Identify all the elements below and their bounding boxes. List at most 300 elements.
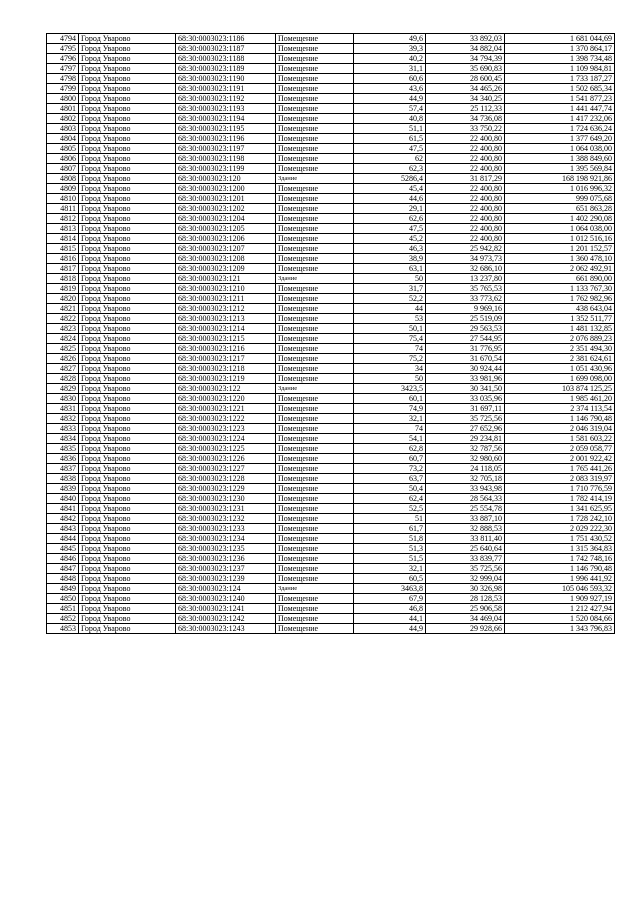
table-row bbox=[47, 44, 615, 54]
city-cell: Город Уварово bbox=[79, 284, 176, 294]
specific-value-cell: 33 811,40 bbox=[426, 534, 505, 544]
area-cell: 61,5 bbox=[354, 134, 426, 144]
row-number-cell: 4853 bbox=[47, 624, 79, 634]
city-cell: Город Уварово bbox=[79, 124, 176, 134]
table-row bbox=[47, 394, 615, 404]
area-cell: 47,5 bbox=[354, 224, 426, 234]
cadastral-value-cell: 2 076 889,23 bbox=[505, 334, 615, 344]
cadastral-value-cell: 1 315 364,83 bbox=[505, 544, 615, 554]
object-type-cell: Помещение bbox=[276, 604, 354, 614]
cadastral-value-cell: 1 765 441,26 bbox=[505, 464, 615, 474]
table-row bbox=[47, 404, 615, 414]
cadastral-value-cell: 1 146 790,48 bbox=[505, 564, 615, 574]
city-cell: Город Уварово bbox=[79, 304, 176, 314]
city-cell: Город Уварово bbox=[79, 504, 176, 514]
specific-value-cell: 31 817,29 bbox=[426, 174, 505, 184]
cadastral-value-cell: 999 075,68 bbox=[505, 194, 615, 204]
object-type-cell: Помещение bbox=[276, 94, 354, 104]
cadastral-value-cell: 1 343 796,83 bbox=[505, 624, 615, 634]
specific-value-cell: 33 981,96 bbox=[426, 374, 505, 384]
area-cell: 74 bbox=[354, 424, 426, 434]
table-row bbox=[47, 484, 615, 494]
area-cell: 54,1 bbox=[354, 434, 426, 444]
row-number-cell: 4824 bbox=[47, 334, 79, 344]
cadastral-number-cell: 68:30:0003023:1225 bbox=[176, 444, 276, 454]
object-type-cell: Помещение bbox=[276, 104, 354, 114]
cadastral-number-cell: 68:30:0003023:1210 bbox=[176, 284, 276, 294]
object-type-cell: Помещение bbox=[276, 404, 354, 414]
cadastral-value-cell: 438 643,04 bbox=[505, 304, 615, 314]
specific-value-cell: 28 600,45 bbox=[426, 74, 505, 84]
object-type-cell: Помещение bbox=[276, 484, 354, 494]
object-type-cell: Помещение bbox=[276, 504, 354, 514]
cadastral-value-cell: 1 762 982,96 bbox=[505, 294, 615, 304]
object-type-cell: Здание bbox=[276, 174, 354, 184]
city-cell: Город Уварово bbox=[79, 54, 176, 64]
specific-value-cell: 25 519,09 bbox=[426, 314, 505, 324]
area-cell: 74,9 bbox=[354, 404, 426, 414]
cadastral-value-cell: 661 890,00 bbox=[505, 274, 615, 284]
area-cell: 45,2 bbox=[354, 234, 426, 244]
specific-value-cell: 34 469,04 bbox=[426, 614, 505, 624]
table-row bbox=[47, 184, 615, 194]
row-number-cell: 4837 bbox=[47, 464, 79, 474]
row-number-cell: 4819 bbox=[47, 284, 79, 294]
city-cell: Город Уварово bbox=[79, 624, 176, 634]
cadastral-number-cell: 68:30:0003023:1204 bbox=[176, 214, 276, 224]
area-cell: 75,2 bbox=[354, 354, 426, 364]
cadastral-value-cell: 1 699 098,00 bbox=[505, 374, 615, 384]
city-cell: Город Уварово bbox=[79, 544, 176, 554]
specific-value-cell: 25 942,82 bbox=[426, 244, 505, 254]
area-cell: 44 bbox=[354, 304, 426, 314]
city-cell: Город Уварово bbox=[79, 454, 176, 464]
cadastral-value-cell: 1 581 603,22 bbox=[505, 434, 615, 444]
specific-value-cell: 22 400,80 bbox=[426, 164, 505, 174]
specific-value-cell: 34 736,08 bbox=[426, 114, 505, 124]
cadastral-number-cell: 68:30:0003023:1187 bbox=[176, 44, 276, 54]
table-row bbox=[47, 444, 615, 454]
object-type-cell: Помещение bbox=[276, 124, 354, 134]
cadastral-number-cell: 68:30:0003023:1198 bbox=[176, 154, 276, 164]
cadastral-number-cell: 68:30:0003023:124 bbox=[176, 584, 276, 594]
cadastral-value-cell: 1 417 232,06 bbox=[505, 114, 615, 124]
row-number-cell: 4844 bbox=[47, 534, 79, 544]
row-number-cell: 4806 bbox=[47, 154, 79, 164]
object-type-cell: Помещение bbox=[276, 224, 354, 234]
cadastral-number-cell: 68:30:0003023:1242 bbox=[176, 614, 276, 624]
area-cell: 46,3 bbox=[354, 244, 426, 254]
object-type-cell: Помещение bbox=[276, 164, 354, 174]
object-type-cell: Помещение bbox=[276, 44, 354, 54]
cadastral-number-cell: 68:30:0003023:1243 bbox=[176, 624, 276, 634]
cadastral-number-cell: 68:30:0003023:1229 bbox=[176, 484, 276, 494]
object-type-cell: Помещение bbox=[276, 284, 354, 294]
table-row bbox=[47, 214, 615, 224]
row-number-cell: 4835 bbox=[47, 444, 79, 454]
city-cell: Город Уварово bbox=[79, 144, 176, 154]
cadastral-value-cell: 1 395 569,84 bbox=[505, 164, 615, 174]
row-number-cell: 4796 bbox=[47, 54, 79, 64]
specific-value-cell: 31 697,11 bbox=[426, 404, 505, 414]
area-cell: 60,6 bbox=[354, 74, 426, 84]
specific-value-cell: 34 340,25 bbox=[426, 94, 505, 104]
object-type-cell: Помещение bbox=[276, 154, 354, 164]
table-row bbox=[47, 414, 615, 424]
row-number-cell: 4828 bbox=[47, 374, 79, 384]
table-row bbox=[47, 254, 615, 264]
row-number-cell: 4798 bbox=[47, 74, 79, 84]
table-row bbox=[47, 564, 615, 574]
cadastral-value-cell: 2 059 058,77 bbox=[505, 444, 615, 454]
object-type-cell: Помещение bbox=[276, 364, 354, 374]
object-type-cell: Помещение bbox=[276, 114, 354, 124]
cadastral-number-cell: 68:30:0003023:1208 bbox=[176, 254, 276, 264]
row-number-cell: 4802 bbox=[47, 114, 79, 124]
table-row bbox=[47, 84, 615, 94]
city-cell: Город Уварово bbox=[79, 494, 176, 504]
city-cell: Город Уварово bbox=[79, 614, 176, 624]
cadastral-value-cell: 1 012 516,16 bbox=[505, 234, 615, 244]
table-row bbox=[47, 54, 615, 64]
table-row bbox=[47, 134, 615, 144]
city-cell: Город Уварово bbox=[79, 314, 176, 324]
cadastral-number-cell: 68:30:0003023:1239 bbox=[176, 574, 276, 584]
cadastral-value-cell: 1 133 767,30 bbox=[505, 284, 615, 294]
object-type-cell: Помещение bbox=[276, 624, 354, 634]
object-type-cell: Помещение bbox=[276, 574, 354, 584]
area-cell: 51 bbox=[354, 514, 426, 524]
area-cell: 50,1 bbox=[354, 324, 426, 334]
city-cell: Город Уварово bbox=[79, 464, 176, 474]
specific-value-cell: 22 400,80 bbox=[426, 234, 505, 244]
row-number-cell: 4817 bbox=[47, 264, 79, 274]
area-cell: 47,5 bbox=[354, 144, 426, 154]
cadastral-value-cell: 1 064 038,00 bbox=[505, 224, 615, 234]
cadastral-number-cell: 68:30:0003023:1227 bbox=[176, 464, 276, 474]
area-cell: 31,1 bbox=[354, 64, 426, 74]
area-cell: 73,2 bbox=[354, 464, 426, 474]
row-number-cell: 4841 bbox=[47, 504, 79, 514]
specific-value-cell: 22 400,80 bbox=[426, 194, 505, 204]
cadastral-number-cell: 68:30:0003023:1236 bbox=[176, 554, 276, 564]
row-number-cell: 4848 bbox=[47, 574, 79, 584]
city-cell: Город Уварово bbox=[79, 424, 176, 434]
object-type-cell: Помещение bbox=[276, 144, 354, 154]
city-cell: Город Уварово bbox=[79, 534, 176, 544]
table-row bbox=[47, 554, 615, 564]
row-number-cell: 4829 bbox=[47, 384, 79, 394]
row-number-cell: 4825 bbox=[47, 344, 79, 354]
cadastral-value-cell: 105 046 593,32 bbox=[505, 584, 615, 594]
cadastral-number-cell: 68:30:0003023:1219 bbox=[176, 374, 276, 384]
object-type-cell: Помещение bbox=[276, 524, 354, 534]
table-row bbox=[47, 114, 615, 124]
area-cell: 38,9 bbox=[354, 254, 426, 264]
city-cell: Город Уварово bbox=[79, 134, 176, 144]
cadastral-number-cell: 68:30:0003023:1199 bbox=[176, 164, 276, 174]
table-row bbox=[47, 174, 615, 184]
cadastral-number-cell: 68:30:0003023:1202 bbox=[176, 204, 276, 214]
cadastral-number-cell: 68:30:0003023:1189 bbox=[176, 64, 276, 74]
area-cell: 32,1 bbox=[354, 414, 426, 424]
city-cell: Город Уварово bbox=[79, 434, 176, 444]
specific-value-cell: 33 892,03 bbox=[426, 34, 505, 44]
object-type-cell: Помещение bbox=[276, 254, 354, 264]
city-cell: Город Уварово bbox=[79, 324, 176, 334]
row-number-cell: 4846 bbox=[47, 554, 79, 564]
city-cell: Город Уварово bbox=[79, 414, 176, 424]
specific-value-cell: 34 882,04 bbox=[426, 44, 505, 54]
row-number-cell: 4816 bbox=[47, 254, 79, 264]
row-number-cell: 4797 bbox=[47, 64, 79, 74]
city-cell: Город Уварово bbox=[79, 34, 176, 44]
cadastral-value-cell: 1 398 734,48 bbox=[505, 54, 615, 64]
city-cell: Город Уварово bbox=[79, 584, 176, 594]
table-row bbox=[47, 354, 615, 364]
row-number-cell: 4810 bbox=[47, 194, 79, 204]
table-row bbox=[47, 194, 615, 204]
object-type-cell: Помещение bbox=[276, 494, 354, 504]
table-row bbox=[47, 244, 615, 254]
table-body bbox=[47, 34, 615, 634]
cadastral-number-cell: 68:30:0003023:1214 bbox=[176, 324, 276, 334]
object-type-cell: Помещение bbox=[276, 304, 354, 314]
row-number-cell: 4794 bbox=[47, 34, 79, 44]
table-row bbox=[47, 364, 615, 374]
table-row bbox=[47, 104, 615, 114]
specific-value-cell: 28 128,53 bbox=[426, 594, 505, 604]
specific-value-cell: 32 888,53 bbox=[426, 524, 505, 534]
object-type-cell: Помещение bbox=[276, 194, 354, 204]
table-row bbox=[47, 374, 615, 384]
row-number-cell: 4836 bbox=[47, 454, 79, 464]
area-cell: 44,9 bbox=[354, 94, 426, 104]
table-row bbox=[47, 544, 615, 554]
area-cell: 52,2 bbox=[354, 294, 426, 304]
city-cell: Город Уварово bbox=[79, 384, 176, 394]
table-row bbox=[47, 434, 615, 444]
cadastral-number-cell: 68:30:0003023:1188 bbox=[176, 54, 276, 64]
row-number-cell: 4838 bbox=[47, 474, 79, 484]
cadastral-value-cell: 1 441 447,74 bbox=[505, 104, 615, 114]
city-cell: Город Уварово bbox=[79, 114, 176, 124]
object-type-cell: Помещение bbox=[276, 264, 354, 274]
cadastral-number-cell: 68:30:0003023:1223 bbox=[176, 424, 276, 434]
row-number-cell: 4843 bbox=[47, 524, 79, 534]
object-type-cell: Помещение bbox=[276, 354, 354, 364]
object-type-cell: Помещение bbox=[276, 334, 354, 344]
row-number-cell: 4845 bbox=[47, 544, 79, 554]
area-cell: 50 bbox=[354, 274, 426, 284]
row-number-cell: 4840 bbox=[47, 494, 79, 504]
cadastral-value-cell: 1 377 649,20 bbox=[505, 134, 615, 144]
table-row bbox=[47, 424, 615, 434]
object-type-cell: Помещение bbox=[276, 314, 354, 324]
table-row bbox=[47, 584, 615, 594]
area-cell: 60,5 bbox=[354, 574, 426, 584]
specific-value-cell: 35 690,83 bbox=[426, 64, 505, 74]
city-cell: Город Уварово bbox=[79, 364, 176, 374]
city-cell: Город Уварово bbox=[79, 234, 176, 244]
cadastral-number-cell: 68:30:0003023:121 bbox=[176, 274, 276, 284]
cadastral-number-cell: 68:30:0003023:1196 bbox=[176, 134, 276, 144]
specific-value-cell: 13 237,80 bbox=[426, 274, 505, 284]
city-cell: Город Уварово bbox=[79, 214, 176, 224]
area-cell: 63,1 bbox=[354, 264, 426, 274]
object-type-cell: Помещение bbox=[276, 564, 354, 574]
cadastral-value-cell: 1 146 790,48 bbox=[505, 414, 615, 424]
city-cell: Город Уварово bbox=[79, 554, 176, 564]
table-row bbox=[47, 224, 615, 234]
city-cell: Город Уварово bbox=[79, 174, 176, 184]
specific-value-cell: 29 563,53 bbox=[426, 324, 505, 334]
city-cell: Город Уварово bbox=[79, 224, 176, 234]
cadastral-number-cell: 68:30:0003023:1232 bbox=[176, 514, 276, 524]
object-type-cell: Помещение bbox=[276, 54, 354, 64]
table-row bbox=[47, 34, 615, 44]
row-number-cell: 4801 bbox=[47, 104, 79, 114]
city-cell: Город Уварово bbox=[79, 524, 176, 534]
city-cell: Город Уварово bbox=[79, 154, 176, 164]
specific-value-cell: 28 564,33 bbox=[426, 494, 505, 504]
table-row bbox=[47, 604, 615, 614]
cadastral-value-cell: 1 742 748,16 bbox=[505, 554, 615, 564]
table-row bbox=[47, 504, 615, 514]
cadastral-number-cell: 68:30:0003023:1230 bbox=[176, 494, 276, 504]
area-cell: 51,3 bbox=[354, 544, 426, 554]
city-cell: Город Уварово bbox=[79, 264, 176, 274]
city-cell: Город Уварово bbox=[79, 404, 176, 414]
cadastral-value-cell: 1 996 441,92 bbox=[505, 574, 615, 584]
area-cell: 50,4 bbox=[354, 484, 426, 494]
cadastral-value-cell: 2 381 624,61 bbox=[505, 354, 615, 364]
cadastral-value-cell: 1 985 461,20 bbox=[505, 394, 615, 404]
specific-value-cell: 31 776,95 bbox=[426, 344, 505, 354]
cadastral-number-cell: 68:30:0003023:1206 bbox=[176, 234, 276, 244]
cadastral-value-cell: 2 046 319,04 bbox=[505, 424, 615, 434]
cadastral-number-cell: 68:30:0003023:1213 bbox=[176, 314, 276, 324]
area-cell: 31,7 bbox=[354, 284, 426, 294]
city-cell: Город Уварово bbox=[79, 474, 176, 484]
area-cell: 67,9 bbox=[354, 594, 426, 604]
area-cell: 57,4 bbox=[354, 104, 426, 114]
area-cell: 63,7 bbox=[354, 474, 426, 484]
area-cell: 50 bbox=[354, 374, 426, 384]
specific-value-cell: 33 035,96 bbox=[426, 394, 505, 404]
cadastral-number-cell: 68:30:0003023:1226 bbox=[176, 454, 276, 464]
cadastral-value-cell: 1 051 430,96 bbox=[505, 364, 615, 374]
table-row bbox=[47, 594, 615, 604]
cadastral-value-cell: 1 733 187,27 bbox=[505, 74, 615, 84]
cadastral-value-cell: 103 874 125,25 bbox=[505, 384, 615, 394]
table-row bbox=[47, 494, 615, 504]
cadastral-value-cell: 1 388 849,60 bbox=[505, 154, 615, 164]
table-row bbox=[47, 334, 615, 344]
table-row bbox=[47, 314, 615, 324]
city-cell: Город Уварово bbox=[79, 44, 176, 54]
cadastral-number-cell: 68:30:0003023:1221 bbox=[176, 404, 276, 414]
city-cell: Город Уварово bbox=[79, 374, 176, 384]
cadastral-number-cell: 68:30:0003023:1241 bbox=[176, 604, 276, 614]
row-number-cell: 4812 bbox=[47, 214, 79, 224]
row-number-cell: 4851 bbox=[47, 604, 79, 614]
object-type-cell: Помещение bbox=[276, 554, 354, 564]
specific-value-cell: 34 465,26 bbox=[426, 84, 505, 94]
cadastral-number-cell: 68:30:0003023:1235 bbox=[176, 544, 276, 554]
row-number-cell: 4827 bbox=[47, 364, 79, 374]
area-cell: 45,4 bbox=[354, 184, 426, 194]
city-cell: Город Уварово bbox=[79, 394, 176, 404]
area-cell: 53 bbox=[354, 314, 426, 324]
city-cell: Город Уварово bbox=[79, 334, 176, 344]
cadastral-number-cell: 68:30:0003023:1207 bbox=[176, 244, 276, 254]
row-number-cell: 4826 bbox=[47, 354, 79, 364]
object-type-cell: Помещение bbox=[276, 394, 354, 404]
city-cell: Город Уварово bbox=[79, 564, 176, 574]
cadastral-number-cell: 68:30:0003023:1197 bbox=[176, 144, 276, 154]
city-cell: Город Уварово bbox=[79, 74, 176, 84]
object-type-cell: Здание bbox=[276, 274, 354, 284]
row-number-cell: 4815 bbox=[47, 244, 79, 254]
object-type-cell: Помещение bbox=[276, 424, 354, 434]
cadastral-value-cell: 1 728 242,10 bbox=[505, 514, 615, 524]
row-number-cell: 4831 bbox=[47, 404, 79, 414]
row-number-cell: 4799 bbox=[47, 84, 79, 94]
specific-value-cell: 25 906,58 bbox=[426, 604, 505, 614]
table-row bbox=[47, 264, 615, 274]
row-number-cell: 4809 bbox=[47, 184, 79, 194]
table-row bbox=[47, 464, 615, 474]
object-type-cell: Помещение bbox=[276, 134, 354, 144]
cadastral-number-cell: 68:30:0003023:1194 bbox=[176, 114, 276, 124]
specific-value-cell: 34 973,73 bbox=[426, 254, 505, 264]
cadastral-value-cell: 1 064 038,00 bbox=[505, 144, 615, 154]
area-cell: 51,8 bbox=[354, 534, 426, 544]
specific-value-cell: 33 943,98 bbox=[426, 484, 505, 494]
row-number-cell: 4849 bbox=[47, 584, 79, 594]
cadastral-value-cell: 1 502 685,34 bbox=[505, 84, 615, 94]
cadastral-value-cell: 2 062 492,91 bbox=[505, 264, 615, 274]
cadastral-value-cell: 2 001 922,42 bbox=[505, 454, 615, 464]
area-cell: 46,8 bbox=[354, 604, 426, 614]
area-cell: 62,6 bbox=[354, 214, 426, 224]
city-cell: Город Уварово bbox=[79, 274, 176, 284]
object-type-cell: Помещение bbox=[276, 214, 354, 224]
specific-value-cell: 34 794,39 bbox=[426, 54, 505, 64]
row-number-cell: 4800 bbox=[47, 94, 79, 104]
object-type-cell: Помещение bbox=[276, 64, 354, 74]
object-type-cell: Помещение bbox=[276, 464, 354, 474]
specific-value-cell: 27 652,96 bbox=[426, 424, 505, 434]
area-cell: 44,1 bbox=[354, 614, 426, 624]
row-number-cell: 4834 bbox=[47, 434, 79, 444]
row-number-cell: 4830 bbox=[47, 394, 79, 404]
specific-value-cell: 32 686,10 bbox=[426, 264, 505, 274]
object-type-cell: Помещение bbox=[276, 414, 354, 424]
cadastral-number-cell: 68:30:0003023:1231 bbox=[176, 504, 276, 514]
cadastral-number-cell: 68:30:0003023:1220 bbox=[176, 394, 276, 404]
object-type-cell: Помещение bbox=[276, 84, 354, 94]
cadastral-number-cell: 68:30:0003023:1200 bbox=[176, 184, 276, 194]
area-cell: 52,5 bbox=[354, 504, 426, 514]
cadastral-number-cell: 68:30:0003023:1193 bbox=[176, 104, 276, 114]
table-row bbox=[47, 154, 615, 164]
city-cell: Город Уварово bbox=[79, 484, 176, 494]
table-row bbox=[47, 64, 615, 74]
specific-value-cell: 27 544,95 bbox=[426, 334, 505, 344]
table-row bbox=[47, 524, 615, 534]
